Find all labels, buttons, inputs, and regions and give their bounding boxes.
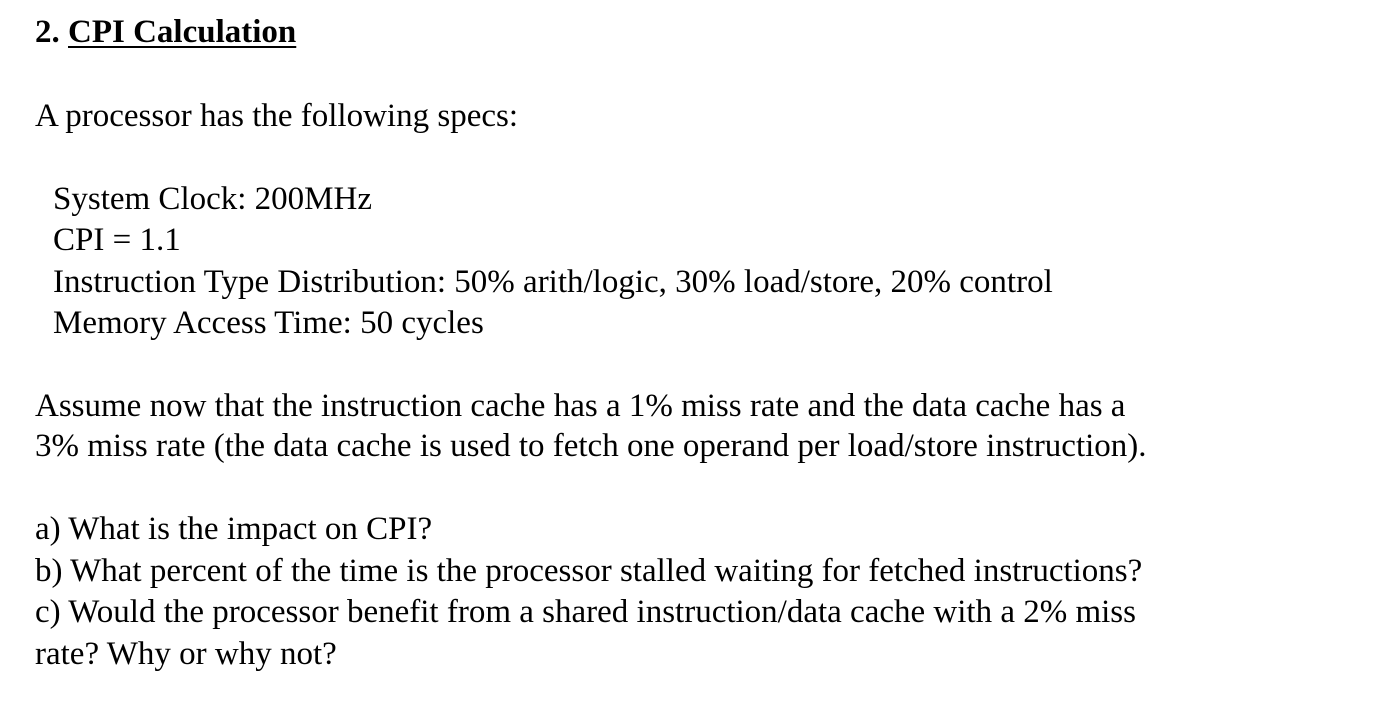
question-c-line-2: rate? Why or why not? bbox=[35, 636, 337, 672]
question-c-line-1: c) Would the processor benefit from a shared instruction/data cache with a 2% miss bbox=[35, 594, 1136, 630]
section-number: 2. bbox=[35, 14, 60, 50]
intro-text: A processor has the following specs: bbox=[35, 98, 518, 134]
spec-memory-access-time: Memory Access Time: 50 cycles bbox=[53, 305, 484, 341]
question-b: b) What percent of the time is the processor stalled waiting for fetched instructions? bbox=[35, 553, 1143, 589]
section-title: CPI Calculation bbox=[68, 14, 297, 50]
spec-cpi: CPI = 1.1 bbox=[53, 222, 181, 258]
spec-system-clock: System Clock: 200MHz bbox=[53, 181, 372, 217]
question-a: a) What is the impact on CPI? bbox=[35, 511, 433, 547]
section-heading bbox=[35, 12, 296, 52]
assumption-line-2: 3% miss rate (the data cache is used to fetch one operand per load/store instruction). bbox=[35, 428, 1147, 464]
assumption-line-1: Assume now that the instruction cache has a 1% miss rate and the data cache has a bbox=[35, 388, 1126, 424]
spec-instruction-distribution: Instruction Type Distribution: 50% arith/logic, 30% load/store, 20% control bbox=[53, 264, 1053, 300]
